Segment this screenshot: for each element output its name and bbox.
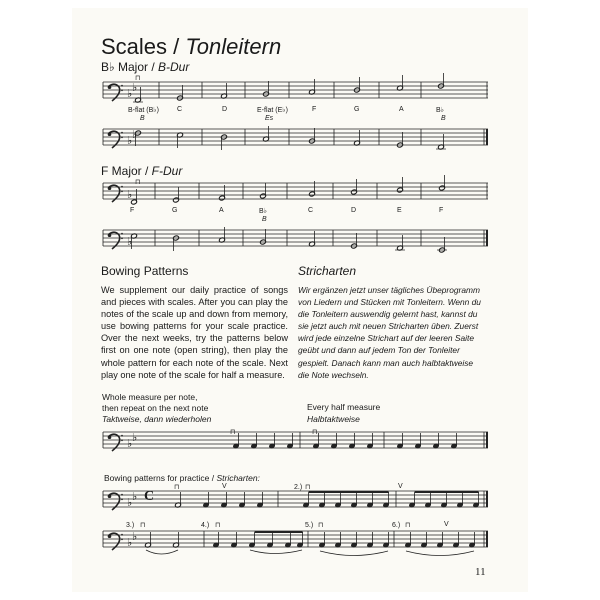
note-label: F bbox=[130, 207, 135, 214]
key-flat: ♭ bbox=[127, 536, 133, 549]
bass-clef-dot bbox=[121, 538, 123, 540]
bowing-text-de: Wir ergänzen jetzt unser tägliches Übeprogramm von Liedern und Stücken mit Tonleitern. Wenn du die Tonleitern auswendig gelernt hast, kannst du sie jetzt auch mit neuen Stricharten üben. Zuerst wird jede einzelne Strichart auf der leeren Saite geübt und dann auf jedem Ton der Tonleiter gespielt. Danach kann man auch halbtaktweise die Note wechseln. bbox=[298, 285, 481, 380]
bass-clef-dot bbox=[121, 439, 123, 441]
key-flat: ♭ bbox=[132, 431, 138, 444]
bass-clef-dot bbox=[108, 85, 112, 89]
pattern-number: 3.) bbox=[126, 522, 135, 529]
slur bbox=[250, 550, 302, 554]
bass-clef-dot bbox=[121, 186, 123, 188]
bass-clef-dot bbox=[108, 233, 112, 237]
time-signature: C bbox=[144, 489, 155, 504]
down-bow-mark: ⊓ bbox=[215, 522, 221, 529]
bowing-text-en: We supplement our daily practice of songs and pieces with scales. After you can play the notes of the scale up and down from memory, use bowing patterns for your scale practice. Over the next weeks, try the patterns below first on one note (open string), then play the whole pattern for each note of the scale. Next play one note of the scale for half a measure. bbox=[101, 285, 288, 380]
note-label: A bbox=[399, 106, 404, 113]
half-measure-label: Every half measure bbox=[307, 402, 381, 412]
note-label: B-flat (B♭) bbox=[128, 107, 159, 114]
bass-clef-dot bbox=[108, 435, 112, 439]
whole-measure-label-de: Taktweise, dann wiederholen bbox=[102, 414, 212, 424]
note-label: B♭ bbox=[259, 208, 267, 215]
bass-clef-dot bbox=[121, 132, 123, 134]
note-label: F bbox=[439, 207, 444, 214]
bass-clef-dot bbox=[121, 190, 123, 192]
slur bbox=[406, 551, 474, 556]
note-label-de: B bbox=[441, 115, 446, 122]
section-title-bflat-de: B-Dur bbox=[158, 60, 190, 74]
key-flat: ♭ bbox=[132, 490, 138, 503]
note-label: G bbox=[172, 207, 178, 214]
note-label: C bbox=[308, 207, 314, 214]
slur bbox=[320, 551, 388, 556]
note-label: C bbox=[177, 106, 183, 113]
key-flat: ♭ bbox=[132, 530, 138, 543]
down-bow-mark: ⊓ bbox=[405, 522, 411, 529]
bass-clef-dot bbox=[108, 186, 112, 190]
bass-clef-dot bbox=[121, 233, 123, 235]
page-number: 11 bbox=[475, 566, 486, 578]
down-bow-mark: ⊓ bbox=[135, 75, 141, 82]
pattern-number: 4.) bbox=[201, 522, 210, 529]
down-bow-mark: ⊓ bbox=[174, 484, 180, 491]
bass-clef-dot bbox=[121, 498, 123, 500]
bass-clef-dot bbox=[121, 237, 123, 239]
half-measure-label-de: Halbtaktweise bbox=[307, 414, 360, 424]
section-title-f-en: F Major / bbox=[101, 164, 152, 178]
bass-clef-dot bbox=[121, 85, 123, 87]
pattern-number: 5.) bbox=[305, 522, 314, 529]
bass-clef-dot bbox=[121, 136, 123, 138]
down-bow-mark: ⊓ bbox=[318, 522, 324, 529]
down-bow-mark: ⊓ bbox=[312, 429, 318, 436]
note-label: G bbox=[354, 106, 360, 113]
note-label-de: B bbox=[140, 115, 145, 122]
bowing-heading-de: Stricharten bbox=[298, 264, 357, 278]
note-label: F bbox=[312, 106, 317, 113]
note-label: D bbox=[351, 207, 357, 214]
down-bow-mark: ⊓ bbox=[135, 179, 141, 186]
down-bow-mark: ⊓ bbox=[140, 522, 146, 529]
key-flat: ♭ bbox=[127, 87, 133, 100]
key-flat: ♭ bbox=[127, 134, 133, 147]
note-label: D bbox=[222, 106, 228, 113]
down-bow-mark: ⊓ bbox=[305, 484, 311, 491]
slur bbox=[146, 550, 178, 554]
up-bow-mark: V bbox=[444, 521, 449, 528]
bass-clef-dot bbox=[121, 534, 123, 536]
whole-measure-label-1: Whole measure per note, bbox=[102, 392, 198, 402]
key-flat: ♭ bbox=[132, 128, 138, 141]
title-de: Tonleitern bbox=[185, 34, 282, 59]
note-label: E-flat (E♭) bbox=[257, 107, 288, 114]
bass-clef-dot bbox=[121, 89, 123, 91]
bass-clef-dot bbox=[108, 132, 112, 136]
up-bow-mark: V bbox=[222, 483, 227, 490]
up-bow-mark: V bbox=[398, 483, 403, 490]
pattern-number: 2.) bbox=[294, 484, 303, 491]
key-flat: ♭ bbox=[132, 81, 138, 94]
bowing-heading-en: Bowing Patterns bbox=[101, 264, 189, 278]
down-bow-mark: ⊓ bbox=[230, 429, 236, 436]
key-flat: ♭ bbox=[127, 437, 133, 450]
whole-measure-label-2: then repeat on the next note bbox=[102, 403, 209, 413]
bass-clef-dot bbox=[121, 494, 123, 496]
note-label: B♭ bbox=[436, 107, 444, 114]
practice-label-en: Bowing patterns for practice / bbox=[104, 473, 217, 483]
bass-clef-dot bbox=[121, 435, 123, 437]
practice-label-de: Stricharten: bbox=[216, 473, 260, 483]
section-title-f-de: F-Dur bbox=[151, 164, 183, 178]
key-flat: ♭ bbox=[127, 496, 133, 509]
bass-clef-dot bbox=[108, 494, 112, 498]
pattern-number: 6.) bbox=[392, 522, 401, 529]
note-label-de: B bbox=[262, 216, 267, 223]
title-en: Scales / bbox=[101, 34, 186, 59]
note-label-de: Es bbox=[265, 115, 274, 122]
note-label: E bbox=[397, 207, 402, 214]
section-title-bflat-en: B♭ Major / bbox=[101, 60, 159, 74]
key-flat: ♭ bbox=[127, 188, 133, 201]
bass-clef-dot bbox=[108, 534, 112, 538]
note-label: A bbox=[219, 207, 224, 214]
key-flat: ♭ bbox=[127, 235, 133, 248]
